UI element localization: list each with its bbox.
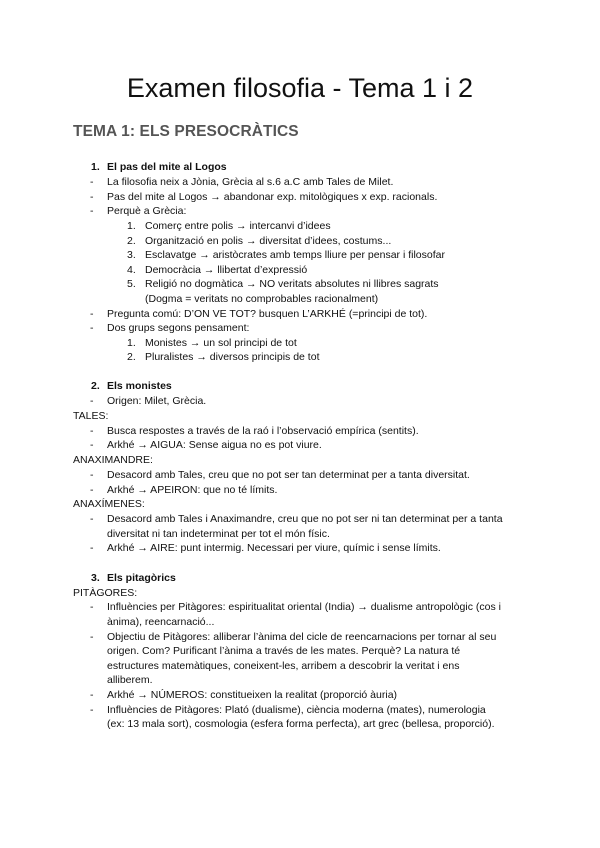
- bullet-dash: -: [90, 484, 94, 496]
- bullet-dash: -: [90, 704, 94, 716]
- bullet-dash: -: [90, 631, 94, 643]
- list-item: Pluralistes → diversos principis de tot: [145, 351, 320, 363]
- list-number: 1.: [127, 337, 136, 349]
- bullet-dash: -: [90, 308, 94, 320]
- list-item-continuation: alliberem.: [107, 674, 153, 686]
- list-item: Objectiu de Pitàgores: alliberar l’ànima del cicle de reencarnacions per tornar al seu: [107, 631, 497, 643]
- bullet-dash: -: [90, 176, 94, 188]
- list-item: Perquè a Grècia:: [107, 205, 187, 217]
- list-number: 5.: [127, 278, 136, 290]
- list-number: 2.: [127, 351, 136, 363]
- list-item-continuation: origen. Com? Purificant l’ànima a través de les mates. Perquè? La natura té: [107, 645, 461, 657]
- section-number: 2.: [91, 380, 100, 392]
- page-title: Examen filosofia - Tema 1 i 2: [126, 73, 474, 103]
- section-number: 1.: [91, 161, 100, 173]
- list-item-continuation: diversitat ni tan indeterminat per tot el món físic.: [107, 528, 330, 540]
- list-item: Democràcia → llibertat d’expressió: [145, 264, 308, 276]
- section-title: Els pitagòrics: [107, 572, 176, 584]
- list-item: Busca respostes a través de la raó i l’observació empírica (sentits).: [107, 425, 419, 437]
- list-number: 3.: [127, 249, 136, 261]
- list-item: Arkhé → APEIRON: que no té límits.: [107, 484, 278, 496]
- bullet-dash: -: [90, 322, 94, 334]
- section-title: Els monistes: [107, 380, 172, 392]
- list-item: Arkhé → AIRE: punt intermig. Necessari per viure, químic i sense límits.: [107, 542, 441, 554]
- subheading: PITÀGORES:: [73, 587, 138, 599]
- bullet-dash: -: [90, 191, 94, 203]
- list-item-continuation: (ex: 13 mala sort), cosmologia (esfera forma perfecta), art grec (bellesa, proporció).: [107, 718, 495, 730]
- section-heading: TEMA 1: ELS PRESOCRÀTICS: [73, 123, 299, 140]
- bullet-dash: -: [90, 439, 94, 451]
- list-number: 2.: [127, 235, 136, 247]
- list-item-continuation: estructures matemàtiques, coneixent-les, arribem a descobrir la veritat i ens: [107, 660, 460, 672]
- list-item: Dos grups segons pensament:: [107, 322, 250, 334]
- list-item: Religió no dogmàtica → NO veritats absolutes ni llibres sagrats: [145, 278, 439, 290]
- bullet-dash: -: [90, 395, 94, 407]
- list-item: Pregunta comú: D’ON VE TOT? busquen L’ARKHÉ (=principi de tot).: [107, 308, 428, 320]
- section-title: El pas del mite al Logos: [107, 161, 227, 173]
- list-item: Comerç entre polis → intercanvi d’idees: [145, 220, 331, 232]
- bullet-dash: -: [90, 601, 94, 613]
- list-item: Desacord amb Tales, creu que no pot ser tan determinat per a tanta diversitat.: [107, 469, 470, 481]
- list-item: Arkhé → AIGUA: Sense aigua no es pot viure.: [107, 439, 322, 451]
- bullet-dash: -: [90, 425, 94, 437]
- list-number: 1.: [127, 220, 136, 232]
- list-item: La filosofia neix a Jònia, Grècia al s.6 a.C amb Tales de Milet.: [107, 176, 394, 188]
- subheading: TALES:: [73, 410, 109, 422]
- list-item: Influències de Pitàgores: Plató (dualisme), ciència moderna (mates), numerologia: [107, 704, 486, 716]
- list-item: Organització en polis → diversitat d’idees, costums...: [145, 235, 392, 247]
- list-item: Arkhé → NÚMEROS: constitueixen la realitat (proporció àuria): [107, 689, 398, 701]
- list-item: Esclavatge → aristòcrates amb temps lliure per pensar i filosofar: [145, 249, 445, 261]
- list-item: Desacord amb Tales i Anaximandre, creu que no pot ser ni tan determinat per a tanta: [107, 513, 503, 525]
- bullet-dash: -: [90, 469, 94, 481]
- subheading: ANAXÍMENES:: [73, 498, 145, 510]
- list-number: 4.: [127, 264, 136, 276]
- list-item: Origen: Milet, Grècia.: [107, 395, 207, 407]
- section-number: 3.: [91, 572, 100, 584]
- bullet-dash: -: [90, 513, 94, 525]
- bullet-dash: -: [90, 542, 94, 554]
- list-item: Influències per Pitàgores: espiritualitat oriental (India) → dualisme antropològic (cos i: [107, 601, 501, 613]
- list-item-continuation: ànima), reencarnació...: [107, 616, 215, 628]
- bullet-dash: -: [90, 205, 94, 217]
- list-item: Pas del mite al Logos → abandonar exp. mitològiques x exp. racionals.: [107, 191, 438, 203]
- bullet-dash: -: [90, 689, 94, 701]
- list-item: Monistes → un sol principi de tot: [145, 337, 297, 349]
- subheading: ANAXIMANDRE:: [73, 454, 153, 466]
- list-item-continuation: (Dogma = veritats no comprobables racionalment): [145, 293, 379, 305]
